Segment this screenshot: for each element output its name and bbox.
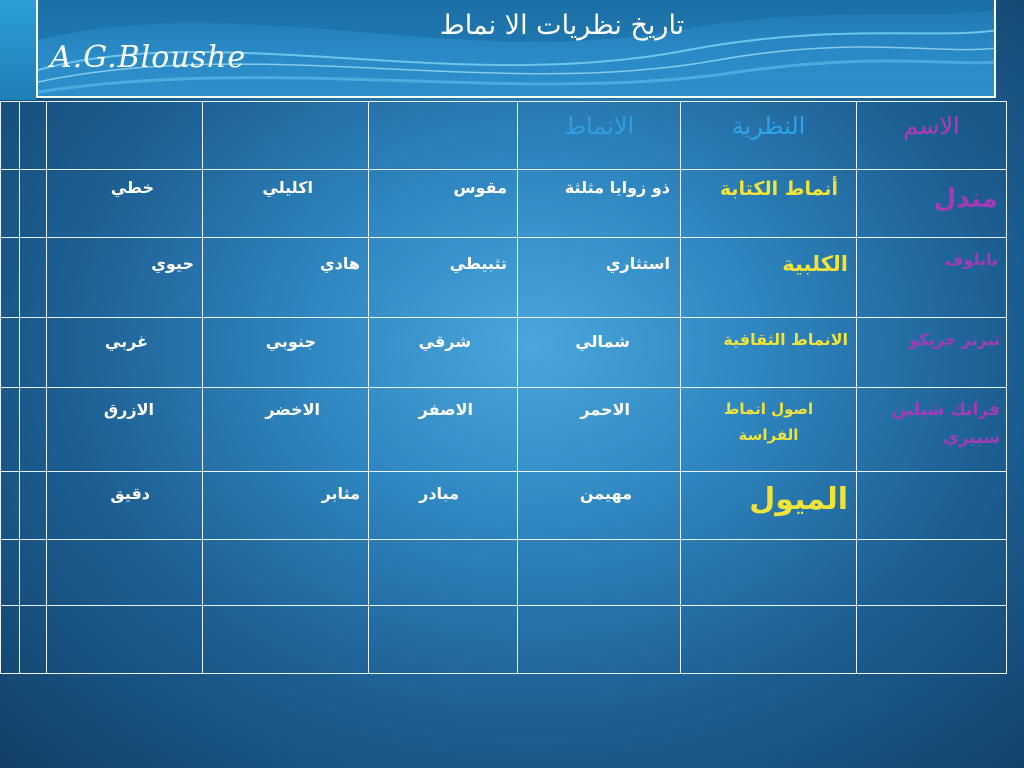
table-cell — [857, 238, 1007, 318]
type-3: اكليلي — [262, 178, 313, 197]
type-3: مثابر — [321, 484, 360, 503]
table-cell — [1, 472, 20, 540]
table-row — [1, 472, 1007, 540]
table-cell — [518, 238, 681, 318]
table-cell — [203, 238, 369, 318]
table-cell — [518, 606, 681, 674]
table-cell — [20, 318, 47, 388]
table-cell — [1, 606, 20, 674]
table-cell — [369, 102, 518, 170]
header-name-label: الاسم — [903, 112, 960, 140]
table-cell — [681, 388, 857, 472]
table-cell — [681, 606, 857, 674]
person-name: فرانك شيلين سبيري — [891, 400, 1000, 448]
table-cell — [1, 388, 20, 472]
header-theory-cell — [681, 102, 857, 170]
table-cell — [369, 238, 518, 318]
type-3: جنوبي — [265, 332, 316, 351]
type-4: خطي — [110, 178, 154, 197]
type-3: الاخضر — [265, 400, 320, 419]
table-cell — [1, 238, 20, 318]
table-cell — [857, 472, 1007, 540]
type-2: مقوس — [453, 178, 507, 197]
table-cell — [857, 540, 1007, 606]
header-types-cell — [518, 102, 681, 170]
patterns-table — [0, 101, 1007, 674]
table-cell — [369, 606, 518, 674]
table-cell — [518, 388, 681, 472]
type-1: ذو زوايا مثلثة — [564, 178, 670, 197]
table-cell — [203, 472, 369, 540]
table-cell — [203, 606, 369, 674]
table-cell — [369, 170, 518, 238]
table-header-row — [1, 102, 1007, 170]
table-cell — [681, 170, 857, 238]
table-row — [1, 170, 1007, 238]
table-cell — [681, 540, 857, 606]
table-cell — [369, 472, 518, 540]
table-cell — [203, 102, 369, 170]
table-cell — [681, 472, 857, 540]
table-cell — [20, 102, 47, 170]
left-accent-strip — [0, 0, 36, 100]
type-3: هادي — [320, 254, 360, 273]
table-cell — [518, 540, 681, 606]
person-name: بابلوف — [944, 250, 998, 269]
table-row — [1, 388, 1007, 472]
table-cell — [47, 318, 203, 388]
table-cell — [20, 388, 47, 472]
type-2: الاصفر — [418, 400, 473, 419]
table-cell — [369, 318, 518, 388]
type-4: حيوي — [151, 254, 194, 273]
table-cell — [681, 318, 857, 388]
table-cell — [47, 540, 203, 606]
table-cell — [20, 606, 47, 674]
theory-label: اصول انماط الفراسة — [723, 400, 814, 444]
slide-title: تاريخ نظريات الا نماط — [439, 10, 685, 41]
table-cell — [203, 540, 369, 606]
table-cell — [203, 170, 369, 238]
table-cell — [1, 318, 20, 388]
header-theory-label: النظرية — [731, 112, 806, 140]
table-cell — [47, 170, 203, 238]
person-name — [857, 472, 1006, 480]
type-4: الازرق — [103, 400, 154, 419]
table-cell — [857, 606, 1007, 674]
table-cell — [857, 170, 1007, 238]
table-cell — [518, 318, 681, 388]
table-cell — [518, 170, 681, 238]
theory-label: الكلبية — [782, 252, 848, 276]
type-1: استثاري — [605, 254, 670, 273]
table-cell — [369, 388, 518, 472]
table-cell — [1, 170, 20, 238]
table-row — [1, 238, 1007, 318]
type-1: مهيمن — [579, 484, 632, 503]
type-2: مبادر — [419, 484, 459, 503]
theory-label: أنماط الكتابة — [719, 178, 838, 200]
theory-label: الانماط الثقافية — [723, 330, 848, 349]
table-cell — [203, 318, 369, 388]
table-cell — [47, 238, 203, 318]
type-1: شمالي — [575, 332, 630, 351]
person-name: تيرنر جريكو — [909, 330, 1000, 349]
table-cell — [47, 102, 203, 170]
table-cell — [518, 472, 681, 540]
table-cell — [1, 102, 20, 170]
table-cell — [20, 540, 47, 606]
table-cell — [47, 472, 203, 540]
table-cell — [857, 318, 1007, 388]
table-cell — [20, 170, 47, 238]
type-2: تثبيطي — [449, 254, 507, 273]
table-cell — [1, 540, 20, 606]
type-1: الاحمر — [580, 400, 630, 419]
slide-header — [36, 0, 996, 98]
table-cell — [47, 606, 203, 674]
table-cell — [47, 388, 203, 472]
header-types-label: الانماط — [563, 112, 635, 140]
table-cell — [20, 238, 47, 318]
table-cell — [681, 238, 857, 318]
header-name-cell — [857, 102, 1007, 170]
table-cell — [857, 388, 1007, 472]
type-2: شرقي — [418, 332, 471, 351]
type-4: دقيق — [110, 484, 150, 503]
table-row — [1, 318, 1007, 388]
author-signature: A.G.Bloushe — [50, 40, 247, 75]
table-cell — [203, 388, 369, 472]
person-name: مندل — [933, 184, 998, 214]
theory-label: الميول — [749, 482, 848, 517]
table-row — [1, 606, 1007, 674]
table-cell — [20, 472, 47, 540]
table-cell — [369, 540, 518, 606]
table-row — [1, 540, 1007, 606]
type-4: غربي — [104, 332, 148, 351]
